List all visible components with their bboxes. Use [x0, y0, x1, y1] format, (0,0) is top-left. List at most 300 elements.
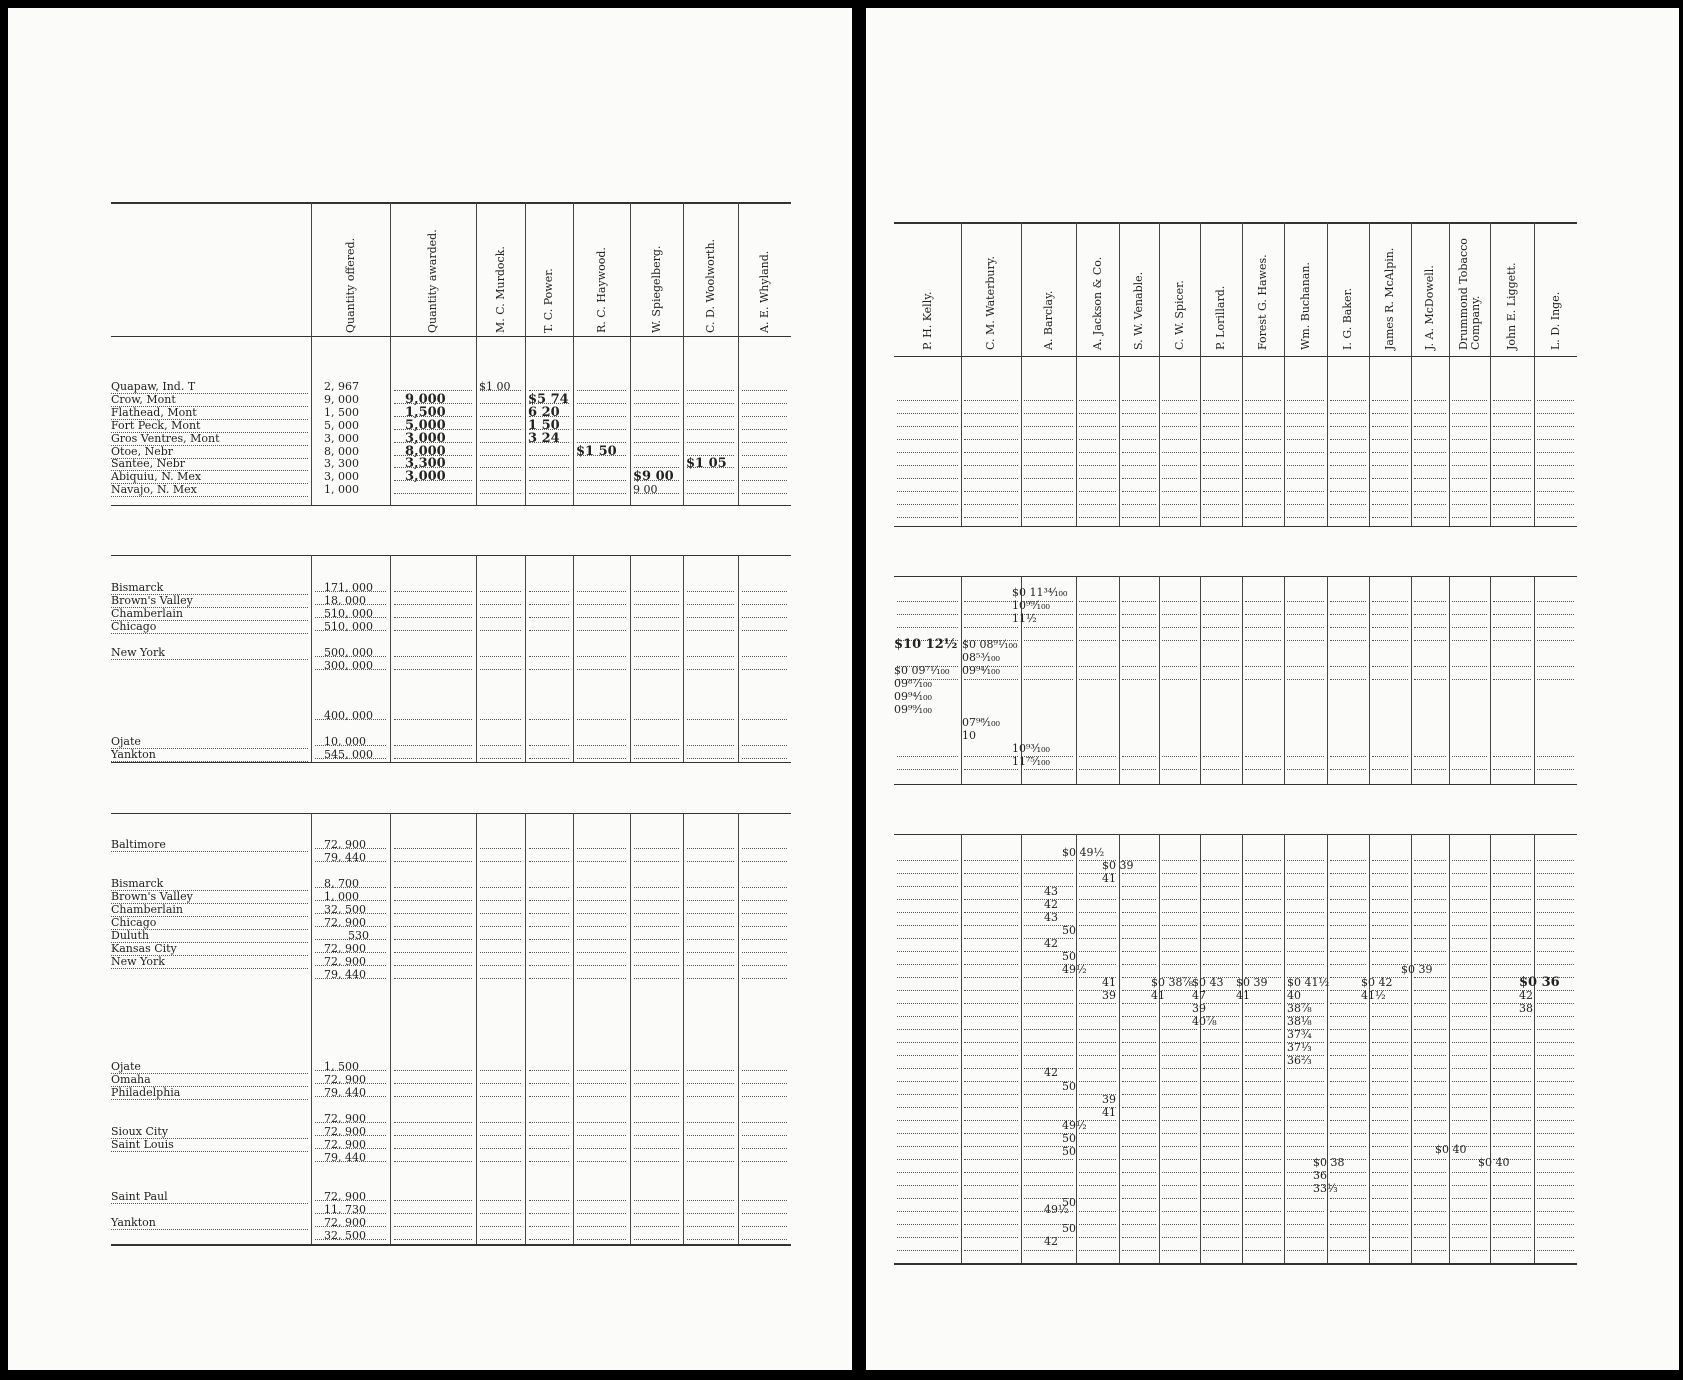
dot-leader	[1287, 627, 1324, 628]
dot-leader	[1287, 452, 1324, 453]
dot-leader	[897, 1003, 958, 1004]
dot-leader	[529, 1148, 569, 1149]
dot-leader	[634, 1070, 679, 1071]
dot-leader	[1537, 1159, 1574, 1160]
dot-leader	[1024, 413, 1073, 414]
dot-leader	[687, 493, 734, 494]
dot-leader	[964, 873, 1018, 874]
dot-leader	[742, 952, 787, 953]
dot-leader	[1414, 1198, 1446, 1199]
dot-leader	[394, 1239, 472, 1240]
dot-leader	[1203, 912, 1239, 913]
dot-leader	[1245, 1016, 1281, 1017]
dot-leader	[1245, 1107, 1281, 1108]
dot-leader	[1452, 1133, 1487, 1134]
dot-leader	[1245, 1133, 1281, 1134]
dot-leader	[1203, 1068, 1239, 1069]
dot-leader	[394, 939, 472, 940]
bid-value: $0 11³⁴⁄₁₀₀	[1012, 586, 1068, 599]
dot-leader	[1079, 1159, 1116, 1160]
dot-leader	[1203, 517, 1239, 518]
bid-value: 39	[1102, 989, 1116, 1002]
tobacco-top-rule	[894, 834, 1577, 835]
dot-leader	[1452, 413, 1487, 414]
dot-leader	[315, 719, 386, 720]
dot-leader	[1203, 925, 1239, 926]
column-header: C. M. Waterbury.	[984, 255, 997, 350]
dot-leader	[1079, 1016, 1116, 1017]
bid-value: 43	[1044, 911, 1058, 924]
dot-leader	[1079, 400, 1116, 401]
dot-leader	[1330, 491, 1366, 492]
dot-leader	[897, 1172, 958, 1173]
dot-leader	[1245, 640, 1281, 641]
dot-leader	[897, 925, 958, 926]
dot-leader	[964, 1029, 1018, 1030]
dot-leader	[1203, 769, 1239, 770]
dot-leader	[1122, 614, 1156, 615]
dot-leader	[1203, 413, 1239, 414]
dot-leader	[1162, 413, 1197, 414]
dot-leader	[1452, 977, 1487, 978]
dot-leader	[1537, 925, 1574, 926]
dot-leader	[577, 669, 626, 670]
dot-leader	[577, 978, 626, 979]
dot-leader	[529, 630, 569, 631]
dot-leader	[1330, 1068, 1366, 1069]
dot-leader	[687, 861, 734, 862]
column-rule	[1369, 222, 1370, 526]
dot-leader	[1537, 1237, 1574, 1238]
dot-leader	[1024, 977, 1073, 978]
dot-leader	[1537, 1016, 1574, 1017]
dot-leader	[1287, 666, 1324, 667]
quantity-offered: 2, 967	[324, 380, 359, 393]
dot-leader	[529, 1226, 569, 1227]
table-row-place: Omaha	[111, 1073, 308, 1087]
dot-leader	[1414, 912, 1446, 913]
dot-leader	[1537, 1003, 1574, 1004]
dot-leader	[529, 1200, 569, 1201]
dot-leader	[687, 416, 734, 417]
dot-leader	[742, 493, 787, 494]
column-header: M. C. Murdock.	[493, 246, 507, 333]
dot-leader	[1245, 964, 1281, 965]
dot-leader	[1245, 1146, 1281, 1147]
quantity-offered: 510, 000	[324, 620, 373, 633]
dot-leader	[394, 1213, 472, 1214]
dot-leader	[1245, 1198, 1281, 1199]
column-rule	[1076, 834, 1077, 1263]
dot-leader	[1452, 1029, 1487, 1030]
dot-leader	[1493, 1198, 1531, 1199]
dot-leader	[1245, 1159, 1281, 1160]
dot-leader	[529, 1122, 569, 1123]
dot-leader	[1372, 1185, 1408, 1186]
dot-leader	[1079, 426, 1116, 427]
dot-leader	[1537, 413, 1574, 414]
dot-leader	[1079, 769, 1116, 770]
dot-leader	[1330, 1120, 1366, 1121]
dot-leader	[480, 758, 521, 759]
dot-leader	[1493, 1237, 1531, 1238]
dot-leader	[1203, 990, 1239, 991]
bid-value: 40	[1287, 989, 1301, 1002]
dot-leader	[1122, 1159, 1156, 1160]
bid-value: 07⁹⁸⁄₁₀₀	[962, 716, 1000, 729]
dot-leader	[1162, 679, 1197, 680]
dot-leader	[577, 913, 626, 914]
dot-leader	[1372, 1003, 1408, 1004]
dot-leader	[1452, 400, 1487, 401]
column-rule	[390, 813, 391, 1244]
column-rule	[1534, 576, 1535, 784]
bid-value: 10⁹³⁄₁₀₀	[1012, 742, 1050, 755]
column-header: C. D. Woolworth.	[703, 238, 717, 333]
dot-leader	[315, 1148, 386, 1149]
dot-leader	[1122, 1016, 1156, 1017]
dot-leader	[1372, 1133, 1408, 1134]
dot-leader	[577, 604, 626, 605]
dot-leader	[742, 1096, 787, 1097]
column-header: Drummond Tobacco Company.	[1456, 238, 1482, 350]
dot-leader	[964, 1172, 1018, 1173]
dot-leader	[1079, 938, 1116, 939]
table-top-rule	[111, 202, 791, 204]
salt-bottom-rule	[894, 526, 1577, 527]
dot-leader	[1537, 769, 1574, 770]
quantity-awarded: 1,500	[405, 404, 446, 420]
dot-leader	[577, 1135, 626, 1136]
dot-leader	[1245, 873, 1281, 874]
dot-leader	[1162, 886, 1197, 887]
bid-value: 42	[1044, 1235, 1058, 1248]
quantity-offered: 18, 000	[324, 594, 366, 607]
dot-leader	[1330, 951, 1366, 952]
column-rule	[1490, 222, 1491, 526]
dot-leader	[394, 719, 472, 720]
dot-leader	[1245, 666, 1281, 667]
table-bottom-rule	[111, 1244, 791, 1246]
dot-leader	[1024, 769, 1073, 770]
dot-leader	[742, 480, 787, 481]
dot-leader	[1287, 951, 1324, 952]
dot-leader	[1162, 504, 1197, 505]
dot-leader	[1537, 426, 1574, 427]
dot-leader	[964, 1211, 1018, 1212]
dot-leader	[1024, 1094, 1073, 1095]
dot-leader	[964, 1042, 1018, 1043]
dot-leader	[1414, 1055, 1446, 1056]
dot-leader	[1414, 1029, 1446, 1030]
dot-leader	[1203, 1042, 1239, 1043]
column-rule	[1411, 834, 1412, 1263]
column-rule	[1076, 222, 1077, 526]
dot-leader	[897, 756, 958, 757]
dot-leader	[1203, 640, 1239, 641]
dot-leader	[1452, 504, 1487, 505]
dot-leader	[1122, 1042, 1156, 1043]
bid-value: $1 05	[686, 456, 727, 472]
dot-leader	[1414, 1237, 1446, 1238]
dot-leader	[1079, 899, 1116, 900]
dot-leader	[964, 400, 1018, 401]
dot-leader	[1203, 1224, 1239, 1225]
dot-leader	[315, 669, 386, 670]
dot-leader	[1024, 640, 1073, 641]
dot-leader	[1493, 938, 1531, 939]
dot-leader	[1493, 1016, 1531, 1017]
bid-value: 08⁵³⁄₁₀₀	[962, 651, 1000, 664]
dot-leader	[1245, 504, 1281, 505]
dot-leader	[1372, 601, 1408, 602]
dot-leader	[1493, 964, 1531, 965]
table-row-place: Navajo, N. Mex	[111, 483, 308, 497]
dot-leader	[480, 1083, 521, 1084]
column-rule	[1159, 222, 1160, 526]
dot-leader	[964, 1224, 1018, 1225]
dot-leader	[1372, 1250, 1408, 1251]
dot-leader	[529, 604, 569, 605]
column-header: Quantity offered.	[343, 237, 357, 333]
dot-leader	[1122, 400, 1156, 401]
dot-leader	[1122, 679, 1156, 680]
dot-leader	[1203, 1107, 1239, 1108]
quantity-offered: 1, 500	[324, 1060, 359, 1073]
column-header: I. G. Baker.	[1341, 287, 1354, 350]
dot-leader	[529, 952, 569, 953]
dot-leader	[742, 591, 787, 592]
bid-value: 50	[1062, 1222, 1076, 1235]
dot-leader	[480, 1161, 521, 1162]
dot-leader	[1079, 1172, 1116, 1173]
dot-leader	[577, 719, 626, 720]
bid-value: 36	[1313, 1169, 1327, 1182]
column-rule	[961, 576, 962, 784]
sugar-bottom-rule	[111, 762, 791, 763]
dot-leader	[1287, 478, 1324, 479]
dot-leader	[577, 758, 626, 759]
dot-leader	[1414, 951, 1446, 952]
dot-leader	[1372, 873, 1408, 874]
column-header: S. W. Venable.	[1132, 271, 1145, 350]
bid-value: $0 09⁷¹⁄₁₀₀	[894, 664, 950, 677]
dot-leader	[897, 504, 958, 505]
dot-leader	[1372, 517, 1408, 518]
dot-leader	[480, 455, 521, 456]
dot-leader	[634, 403, 679, 404]
column-rule	[683, 555, 684, 762]
quantity-awarded: 3,000	[405, 469, 446, 485]
dot-leader	[1024, 478, 1073, 479]
dot-leader	[964, 1016, 1018, 1017]
dot-leader	[634, 926, 679, 927]
dot-leader	[897, 1211, 958, 1212]
dot-leader	[1372, 439, 1408, 440]
dot-leader	[1330, 439, 1366, 440]
table-row-place: Duluth	[111, 929, 308, 943]
dot-leader	[742, 965, 787, 966]
dot-leader	[1372, 1159, 1408, 1160]
tobacco-top-rule	[111, 813, 791, 814]
table-row-place: Ojate	[111, 735, 308, 749]
column-rule	[1369, 576, 1370, 784]
dot-leader	[742, 926, 787, 927]
dot-leader	[1330, 627, 1366, 628]
dot-leader	[480, 939, 521, 940]
dot-leader	[1537, 517, 1574, 518]
dot-leader	[634, 758, 679, 759]
dot-leader	[1122, 1172, 1156, 1173]
dot-leader	[897, 1094, 958, 1095]
dot-leader	[480, 1096, 521, 1097]
dot-leader	[1537, 1146, 1574, 1147]
bid-value: 1 50	[528, 417, 560, 433]
dot-leader	[394, 1226, 472, 1227]
column-rule	[961, 834, 962, 1263]
dot-leader	[1203, 1094, 1239, 1095]
dot-leader	[577, 861, 626, 862]
dot-leader	[1537, 1172, 1574, 1173]
dot-leader	[964, 977, 1018, 978]
dot-leader	[742, 758, 787, 759]
dot-leader	[687, 1135, 734, 1136]
dot-leader	[1024, 1016, 1073, 1017]
dot-leader	[964, 938, 1018, 939]
bid-value: 41	[1151, 989, 1165, 1002]
dot-leader	[897, 1198, 958, 1199]
dot-leader	[1122, 504, 1156, 505]
dot-leader	[897, 1185, 958, 1186]
dot-leader	[1245, 478, 1281, 479]
column-rule	[1200, 576, 1201, 784]
dot-leader	[1452, 439, 1487, 440]
dot-leader	[1414, 640, 1446, 641]
dot-leader	[1330, 1133, 1366, 1134]
dot-leader	[1122, 1003, 1156, 1004]
dot-leader	[1372, 769, 1408, 770]
column-rule	[630, 813, 631, 1244]
bid-value: 37¾	[1287, 1028, 1312, 1041]
quantity-offered: 10, 000	[324, 735, 366, 748]
dot-leader	[1024, 400, 1073, 401]
dot-leader	[1537, 1198, 1574, 1199]
dot-leader	[577, 848, 626, 849]
dot-leader	[1203, 666, 1239, 667]
dot-leader	[897, 517, 958, 518]
dot-leader	[897, 964, 958, 965]
dot-leader	[1122, 426, 1156, 427]
dot-leader	[1537, 640, 1574, 641]
dot-leader	[742, 442, 787, 443]
dot-leader	[1493, 912, 1531, 913]
quantity-offered: 72, 900	[324, 1073, 366, 1086]
quantity-offered: 11, 730	[324, 1203, 366, 1216]
dot-leader	[1024, 1185, 1073, 1186]
dot-leader	[964, 1159, 1018, 1160]
dot-leader	[1452, 1055, 1487, 1056]
dot-leader	[480, 1148, 521, 1149]
dot-leader	[897, 1042, 958, 1043]
dot-leader	[315, 1135, 386, 1136]
dot-leader	[897, 452, 958, 453]
dot-leader	[1245, 990, 1281, 991]
dot-leader	[1287, 925, 1324, 926]
dot-leader	[480, 442, 521, 443]
dot-leader	[1452, 938, 1487, 939]
dot-leader	[1414, 491, 1446, 492]
dot-leader	[1162, 873, 1197, 874]
dot-leader	[1203, 426, 1239, 427]
bid-value: 41	[1102, 976, 1116, 989]
dot-leader	[394, 493, 472, 494]
quantity-offered: 72, 900	[324, 838, 366, 851]
column-header: R. C. Haywood.	[594, 247, 608, 333]
column-rule	[476, 555, 477, 762]
dot-leader	[1245, 1120, 1281, 1121]
dot-leader	[1203, 1003, 1239, 1004]
dot-leader	[687, 1148, 734, 1149]
dot-leader	[1330, 938, 1366, 939]
dot-leader	[529, 1135, 569, 1136]
dot-leader	[897, 990, 958, 991]
dot-leader	[687, 1083, 734, 1084]
bid-value: 47	[1192, 989, 1206, 1002]
dot-leader	[1024, 1159, 1073, 1160]
dot-leader	[1203, 1250, 1239, 1251]
dot-leader	[1079, 1198, 1116, 1199]
bid-value: 39	[1192, 1002, 1206, 1015]
dot-leader	[577, 1226, 626, 1227]
dot-leader	[1287, 1068, 1324, 1069]
dot-leader	[529, 887, 569, 888]
column-rule	[1411, 222, 1412, 526]
dot-leader	[1245, 1211, 1281, 1212]
dot-leader	[1203, 860, 1239, 861]
quantity-offered: 8, 000	[324, 444, 359, 458]
dot-leader	[1203, 1172, 1239, 1173]
dot-leader	[1452, 925, 1487, 926]
dot-leader	[1493, 1094, 1531, 1095]
dot-leader	[577, 939, 626, 940]
dot-leader	[1372, 1107, 1408, 1108]
column-rule	[1327, 834, 1328, 1263]
dot-leader	[1024, 873, 1073, 874]
dot-leader	[634, 861, 679, 862]
dot-leader	[964, 964, 1018, 965]
column-header: T. C. Power.	[542, 268, 555, 333]
dot-leader	[1493, 504, 1531, 505]
header-rule	[894, 356, 1577, 357]
dot-leader	[1452, 1107, 1487, 1108]
dot-leader	[964, 925, 1018, 926]
dot-leader	[1493, 860, 1531, 861]
dot-leader	[964, 1094, 1018, 1095]
dot-leader	[1245, 1185, 1281, 1186]
column-rule	[1200, 834, 1201, 1263]
dot-leader	[1024, 452, 1073, 453]
dot-leader	[1122, 912, 1156, 913]
dot-leader	[1414, 614, 1446, 615]
dot-leader	[964, 1120, 1018, 1121]
bid-value: 42	[1044, 898, 1058, 911]
column-rule	[1159, 834, 1160, 1263]
dot-leader	[1024, 1003, 1073, 1004]
dot-leader	[529, 1213, 569, 1214]
dot-leader	[1452, 1198, 1487, 1199]
quantity-offered: 72, 900	[324, 916, 366, 929]
dot-leader	[315, 1122, 386, 1123]
